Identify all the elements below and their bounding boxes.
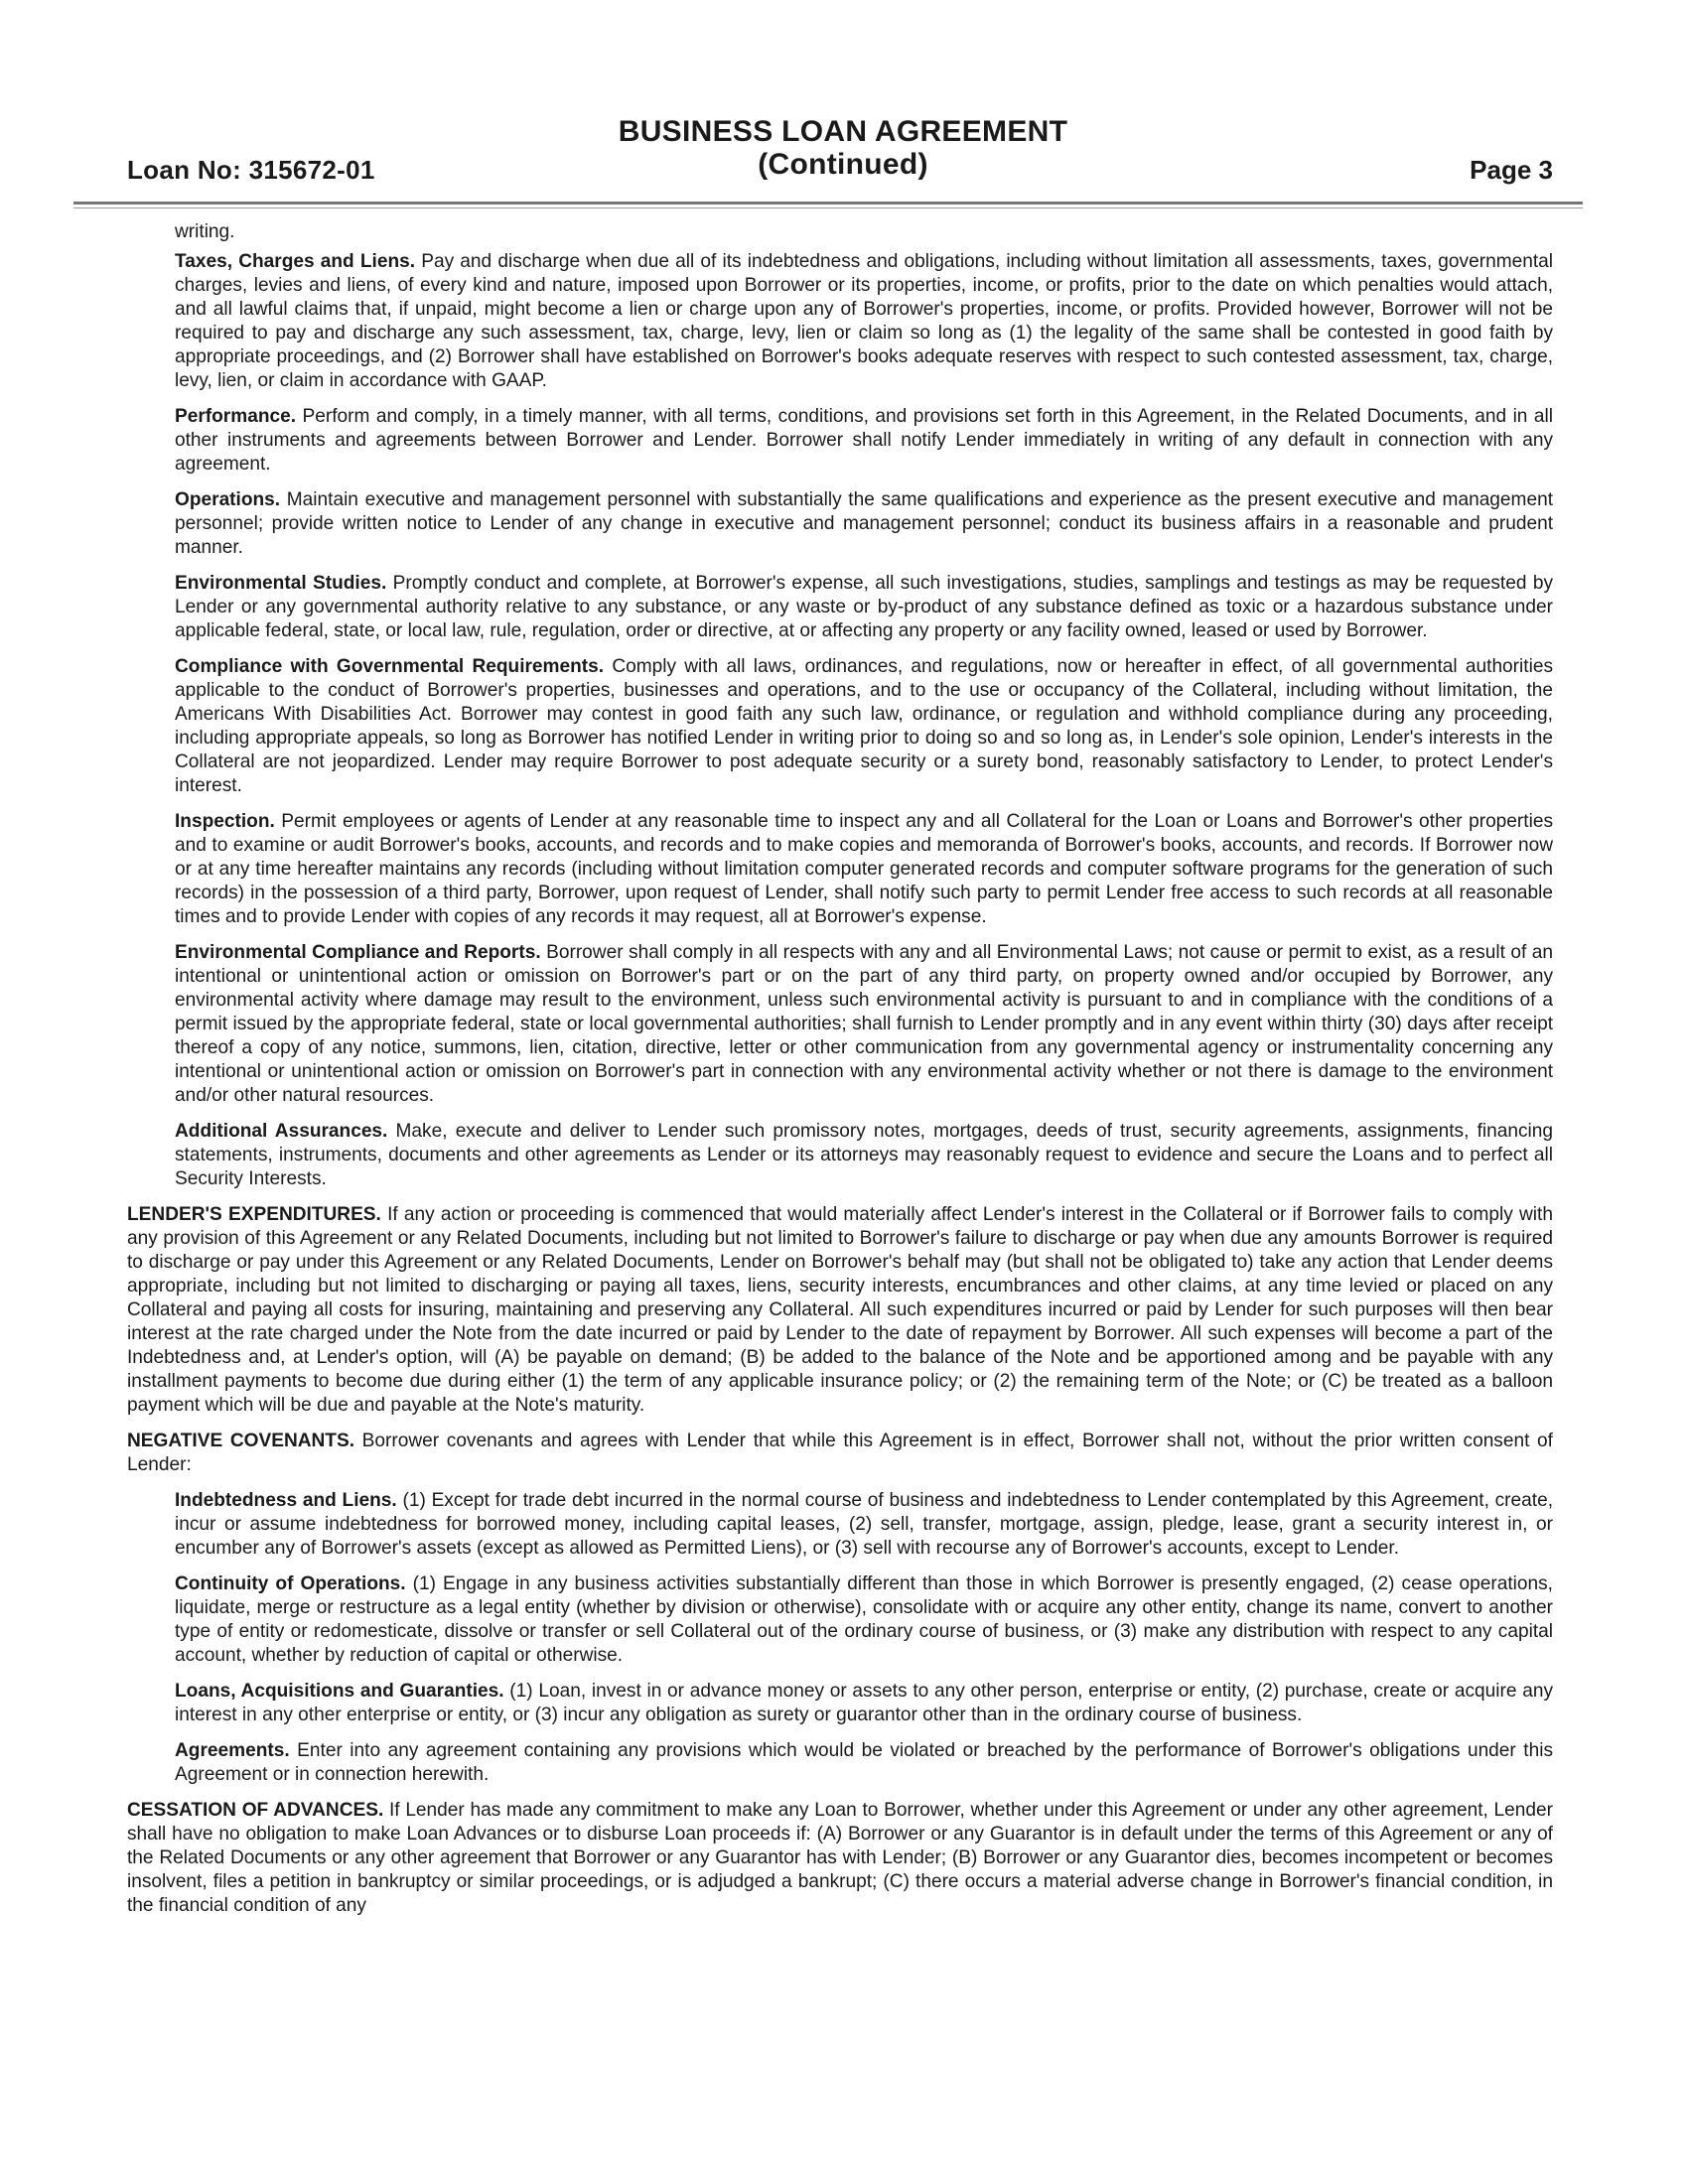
clause-compliance: [175, 655, 1553, 798]
clause-text: Promptly conduct and complete, at Borrower's expense, all such investigations, studies, samplings and testings as may be requested by Lender or any governmental authority relative to any substance, or any waste or by-product of any substance defined as toxic or a hazardous substance under applicable federal, state, or local law, rule, regulation, order or directive, at or affecting any property or any facility owned, leased or used by Borrower.: [175, 573, 1553, 641]
clause-heading: Loans, Acquisitions and Guaranties.: [175, 1681, 504, 1702]
clause-text: Borrower shall comply in all respects with any and all Environmental Laws; not cause or permit to exist, as a result of an intentional or unintentional action or omission on Borrower's part or on the part of any third party, on property owned and/or occupied by Borrower, any environmental activity where damage may result to the environment, unless such environmental activity is pursuant to and in compliance with the conditions of a permit issued by the appropriate federal, state or local governmental authorities; shall furnish to Lender promptly and in any event within thirty (30) days after receipt thereof a copy of any notice, summons, lien, citation, directive, letter or other communication from any governmental agency or instrumentality concerning any intentional or unintentional action or omission on Borrower's part in connection with any environmental activity whether or not there is damage to the environment and/or other natural resources.: [175, 942, 1553, 1106]
document-title: [123, 115, 1563, 181]
clause-indebtedness-and-liens: [175, 1489, 1553, 1561]
section-heading: NEGATIVE COVENANTS.: [127, 1431, 355, 1451]
clause-environmental-studies: [175, 572, 1553, 643]
clause-heading: Agreements.: [175, 1740, 290, 1761]
clause-operations: [175, 488, 1553, 560]
section-text: If any action or proceeding is commenced that would materially affect Lender's interest in the Collateral or if Borrower fails to comply with any provision of this Agreement or any Related Documents, including but not limited to Borrower's failure to discharge or pay when due any amounts Borrower is required to discharge or pay under this Agreement or any Related Documents, Lender on Borrower's behalf may (but shall not be obligated to) take any action that Lender deems appropriate, including but not limited to discharging or paying all taxes, liens, security interests, encumbrances and other claims, at any time levied or placed on any Collateral and paying all costs for insuring, maintaining and preserving any Collateral. All such expenditures incurred or paid by Lender for such purposes will then bear interest at the rate charged under the Note from the date incurred or paid by Lender to the date of repayment by Borrower. All such expenses will become a part of the Indebtedness and, at Lender's option, will (A) be payable on demand; (B) be added to the balance of the Note and be apportioned among and be payable with any installment payments to become due during either (1) the term of any applicable insurance policy; or (2) the remaining term of the Note; or (C) be treated as a balloon payment which will be due and payable at the Note's maturity.: [127, 1204, 1553, 1416]
document-body: [127, 220, 1553, 1930]
clause-continuity-of-operations: [175, 1572, 1553, 1668]
section-heading: CESSATION OF ADVANCES.: [127, 1800, 384, 1821]
clause-text: Permit employees or agents of Lender at any reasonable time to inspect any and all Collateral for the Loan or Loans and Borrower's other properties and to examine or audit Borrower's books, accounts, and records and to make copies and memoranda of Borrower's books, accounts, and records. If Borrower now or at any time hereafter maintains any records (including without limitation computer generated records and computer software programs for the generation of such records) in the possession of a third party, Borrower, upon request of Lender, shall notify such party to permit Lender free access to such records at all reasonable times and to provide Lender with copies of any records it may request, all at Borrower's expense.: [175, 811, 1553, 927]
page-header: [123, 111, 1563, 187]
clause-taxes: [175, 250, 1553, 393]
clause-heading: Environmental Compliance and Reports.: [175, 942, 541, 963]
clause-heading: Performance.: [175, 406, 297, 427]
section-negative-covenants: [127, 1430, 1553, 1477]
header-rule: [73, 202, 1583, 205]
document-title-continued: (Continued): [758, 148, 928, 181]
section-heading: LENDER'S EXPENDITURES.: [127, 1204, 381, 1225]
clause-heading: Environmental Studies.: [175, 573, 387, 594]
continued-fragment: writing.: [175, 221, 235, 242]
clause-heading: Inspection.: [175, 811, 275, 832]
clause-text: (1) Loan, invest in or advance money or assets to any other person, enterprise or entity, (2) purchase, create or acquire any interest in any other enterprise or entity, or (3) incur any obligation as surety or guarantor other than in the ordinary course of business.: [175, 1681, 1553, 1725]
clause-text: Comply with all laws, ordinances, and regulations, now or hereafter in effect, of all governmental authorities applicable to the conduct of Borrower's properties, businesses and operations, and to the use or occupancy of the Collateral, including without limitation, the Americans With Disabilities Act. Borrower may contest in good faith any such law, ordinance, or regulation and withhold compliance during any proceeding, including appropriate appeals, so long as Borrower has notified Lender in writing prior to doing so and so long as, in Lender's sole opinion, Lender's interests in the Collateral are not jeopardized. Lender may require Borrower to post adequate security or a surety bond, reasonably satisfactory to Lender, to protect Lender's interest.: [175, 656, 1553, 796]
clause-heading: Compliance with Governmental Requirements.: [175, 656, 605, 677]
section-lenders-expenditures: [127, 1203, 1553, 1418]
page-number: Page 3: [1470, 155, 1553, 185]
clause-heading: Continuity of Operations.: [175, 1573, 406, 1594]
clause-inspection: [175, 810, 1553, 929]
loan-number: Loan No: 315672-01: [127, 155, 375, 185]
clause-additional-assurances: [175, 1120, 1553, 1191]
clause-environmental-compliance: [175, 941, 1553, 1108]
clause-text: Make, execute and deliver to Lender such promissory notes, mortgages, deeds of trust, security agreements, assignments, financing statements, instruments, documents and other agreements as Lender or its attorneys may reasonably request to evidence and secure the Loans and to perfect all Security Interests.: [175, 1121, 1553, 1189]
clause-loans-acquisitions: [175, 1680, 1553, 1727]
clause-heading: Taxes, Charges and Liens.: [175, 251, 416, 272]
section-text: If Lender has made any commitment to make any Loan to Borrower, whether under this Agreement or under any other agreement, Lender shall have no obligation to make Loan Advances or to disburse Loan proceeds if: (A) Borrower or any Guarantor is in default under the terms of this Agreement or any of the Related Documents or any other agreement that Borrower or any Guarantor has with Lender; (B) Borrower or any Guarantor dies, becomes incompetent or becomes insolvent, files a petition in bankruptcy or similar proceedings, or is adjudged a bankrupt; (C) there occurs a material adverse change in Borrower's financial condition, in the financial condition of any: [127, 1800, 1553, 1916]
clause-text: Enter into any agreement containing any provisions which would be violated or breached by the performance of Borrower's obligations under this Agreement or in connection herewith.: [175, 1740, 1553, 1785]
clause-agreements: [175, 1739, 1553, 1787]
clause-text: (1) Engage in any business activities substantially different than those in which Borrower is presently engaged, (2) cease operations, liquidate, merge or restructure as a legal entity (whether by division or otherwise), consolidate with or acquire any other entity, change its name, convert to another type of entity or redomesticate, dissolve or transfer or sell Collateral out of the ordinary course of business, or (3) make any distribution with respect to any capital account, whether by reduction of capital or otherwise.: [175, 1573, 1553, 1666]
clause-heading: Indebtedness and Liens.: [175, 1490, 397, 1511]
clause-heading: Additional Assurances.: [175, 1121, 388, 1142]
clause-text: Perform and comply, in a timely manner, with all terms, conditions, and provisions set forth in this Agreement, in the Related Documents, and in all other instruments and agreements between Borrower and Lender. Borrower shall notify Lender immediately in writing of any default in connection with any agreement.: [175, 406, 1553, 475]
section-text: Borrower covenants and agrees with Lender that while this Agreement is in effect, Borrower shall not, without the prior written consent of Lender:: [127, 1431, 1553, 1475]
clause-text: Maintain executive and management personnel with substantially the same qualifications and experience as the present executive and management personnel; provide written notice to Lender of any change in executive and management personnel; conduct its business affairs in a reasonable and prudent manner.: [175, 489, 1553, 558]
clause-text: (1) Except for trade debt incurred in the normal course of business and indebtedness to Lender contemplated by this Agreement, create, incur or assume indebtedness for borrowed money, including capital leases, (2) sell, transfer, mortgage, assign, pledge, lease, grant a security interest in, or encumber any of Borrower's assets (except as allowed as Permitted Liens), or (3) sell with recourse any of Borrower's accounts, except to Lender.: [175, 1490, 1554, 1559]
document-title-main: BUSINESS LOAN AGREEMENT: [618, 115, 1068, 148]
clause-text: Pay and discharge when due all of its indebtedness and obligations, including without limitation all assessments, taxes, governmental charges, levies and liens, of every kind and nature, imposed upon Borrower or its properties, income, or profits, prior to the date on which penalties would attach, and all lawful claims that, if unpaid, might become a lien or charge upon any of Borrower's properties, income, or profits. Provided however, Borrower will not be required to pay and discharge any such assessment, tax, charge, levy, lien or claim so long as (1) the legality of the same shall be contested in good faith by appropriate proceedings, and (2) Borrower shall have established on Borrower's books adequate reserves with respect to such contested assessment, tax, charge, levy, lien, or claim in accordance with GAAP.: [175, 251, 1553, 391]
clause-heading: Operations.: [175, 489, 281, 510]
header-rule-thin: [73, 207, 1583, 208]
clause-performance: [175, 405, 1553, 477]
section-cessation-of-advances: [127, 1799, 1553, 1918]
